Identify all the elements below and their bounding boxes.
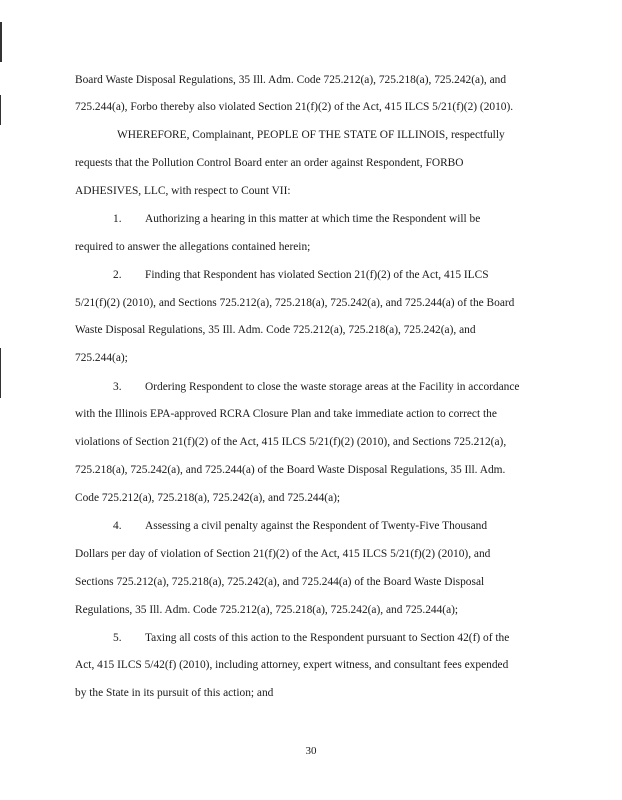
body-line: Assessing a civil penalty against the Respondent of Twenty-Five Thousand xyxy=(145,520,488,532)
page-number: 30 xyxy=(305,745,317,757)
body-line: 5/21(f)(2) (2010), and Sections 725.212(a), 725.218(a), 725.242(a), and 725.244(a) of the Board xyxy=(75,297,515,309)
item-number: 1. xyxy=(113,213,122,225)
body-line: Regulations, 35 Ill. Adm. Code 725.212(a), 725.218(a), 725.242(a), and 725.244(a); xyxy=(75,604,459,616)
scan-edge-mark xyxy=(0,348,1,398)
body-line: 725.244(a); xyxy=(75,352,128,364)
body-line: with the Illinois EPA-approved RCRA Closure Plan and take immediate action to correct the xyxy=(75,408,497,420)
body-line: Taxing all costs of this action to the Respondent pursuant to Section 42(f) of the xyxy=(145,632,510,644)
item-number: 2. xyxy=(113,269,122,281)
body-line: ADHESIVES, LLC, with respect to Count VII: xyxy=(75,185,291,197)
body-line: by the State in its pursuit of this action; and xyxy=(75,687,274,699)
item-number: 5. xyxy=(113,632,122,644)
body-line: Authorizing a hearing in this matter at which time the Respondent will be xyxy=(145,213,481,225)
scan-edge-mark xyxy=(0,95,1,125)
body-line: Act, 415 ILCS 5/42(f) (2010), including attorney, expert witness, and consultant fees expended xyxy=(75,659,509,671)
scan-edge-mark xyxy=(0,22,2,62)
body-line: 725.244(a), Forbo thereby also violated Section 21(f)(2) of the Act, 415 ILCS 5/21(f)(2) (2010). xyxy=(75,101,514,113)
body-line: Board Waste Disposal Regulations, 35 Ill. Adm. Code 725.212(a), 725.218(a), 725.242(a), and xyxy=(75,74,507,86)
item-number: 3. xyxy=(113,381,122,393)
body-line: Finding that Respondent has violated Section 21(f)(2) of the Act, 415 ILCS xyxy=(145,269,489,281)
item-number: 4. xyxy=(113,520,122,532)
body-line: Sections 725.212(a), 725.218(a), 725.242(a), and 725.244(a) of the Board Waste Disposal xyxy=(75,576,485,588)
body-line: Dollars per day of violation of Section 21(f)(2) of the Act, 415 ILCS 5/21(f)(2) (2010), and xyxy=(75,548,491,560)
body-line: requests that the Pollution Control Board enter an order against Respondent, FORBO xyxy=(75,157,464,169)
body-line: WHEREFORE, Complainant, PEOPLE OF THE STATE OF ILLINOIS, respectfully xyxy=(117,129,505,141)
body-line: 725.218(a), 725.242(a), and 725.244(a) of the Board Waste Disposal Regulations, 35 Ill. Adm. xyxy=(75,464,506,476)
body-line: Code 725.212(a), 725.218(a), 725.242(a), and 725.244(a); xyxy=(75,492,341,504)
body-line: violations of Section 21(f)(2) of the Act, 415 ILCS 5/21(f)(2) (2010), and Sections 725.212(a), xyxy=(75,436,507,448)
body-line: Ordering Respondent to close the waste storage areas at the Facility in accordance xyxy=(145,381,520,393)
body-line: required to answer the allegations contained herein; xyxy=(75,241,311,253)
body-line: Waste Disposal Regulations, 35 Ill. Adm. Code 725.212(a), 725.218(a), 725.242(a), and xyxy=(75,324,476,336)
